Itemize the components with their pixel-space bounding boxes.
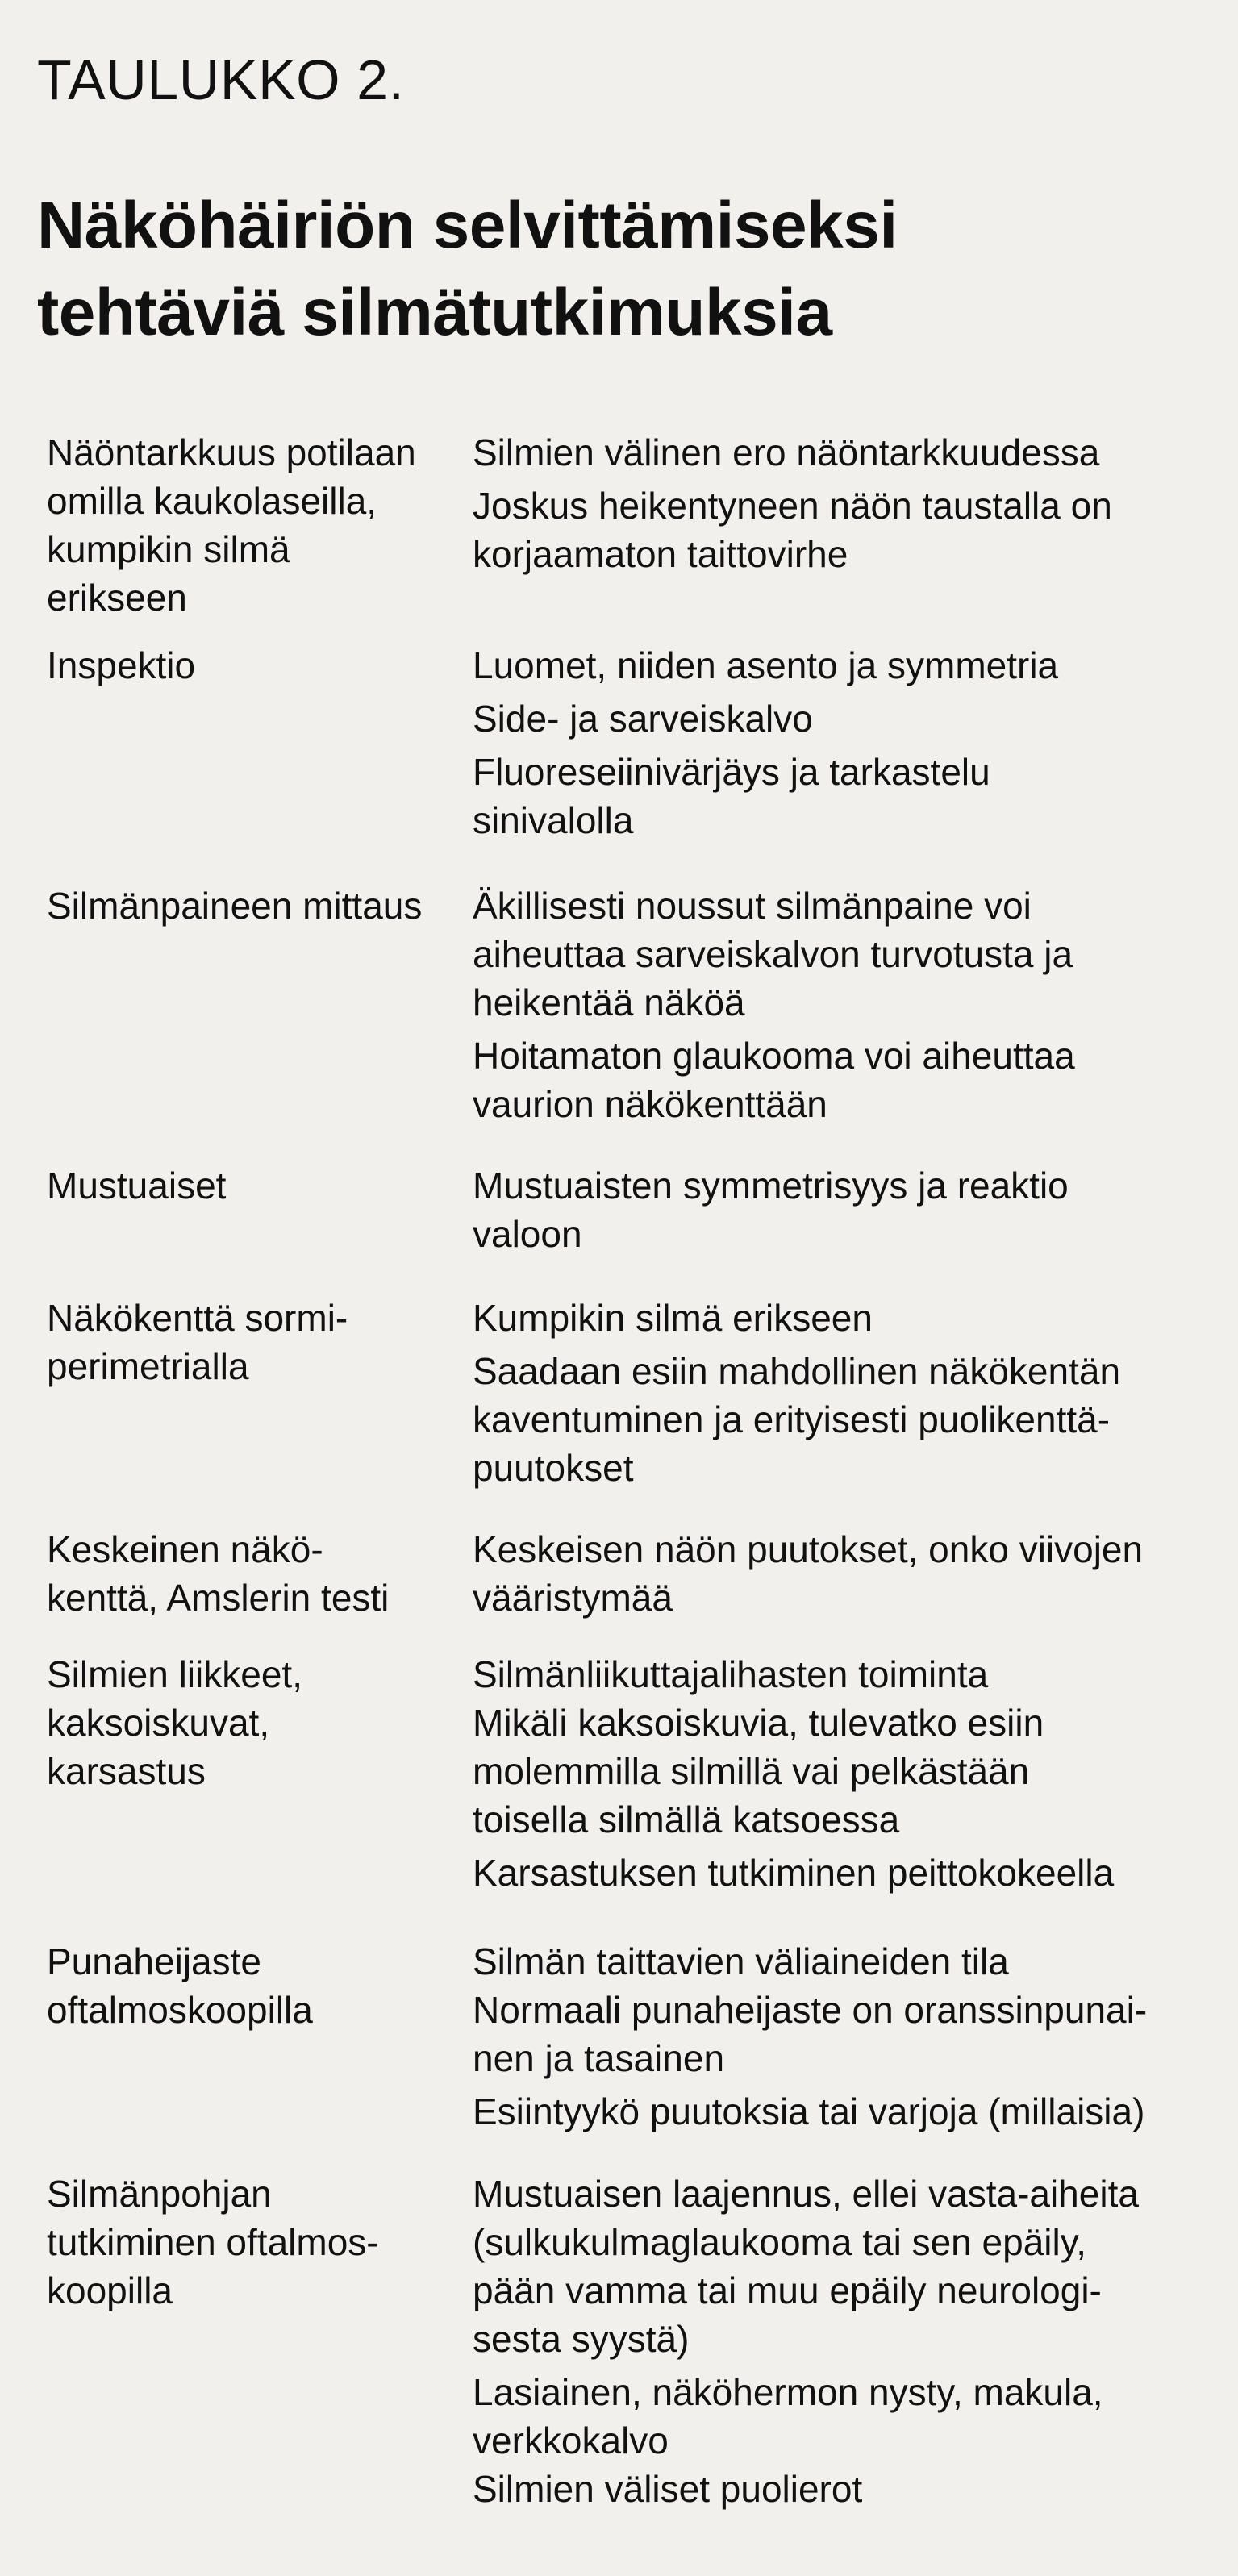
detail-line: Silmänliikuttajalihasten toiminta	[473, 1653, 989, 1695]
detail-item	[473, 2087, 1223, 2136]
examination-name-line: kaksoiskuvat,	[47, 1702, 270, 1744]
detail-item	[473, 2368, 1223, 2465]
examination-name	[47, 2170, 466, 2315]
detail-line: sinivalolla	[473, 799, 634, 841]
examination-name-line: kumpikin silmä	[47, 528, 290, 570]
detail-line: Lasiainen, näköhermon nysty, makula,	[473, 2371, 1103, 2413]
detail-line: Äkillisesti noussut silmänpaine voi	[473, 885, 1032, 927]
detail-line: Luomet, niiden asento ja symmetria	[473, 644, 1059, 686]
examination-details	[473, 1650, 1223, 1897]
examination-name	[47, 428, 466, 622]
detail-line: Karsastuksen tutkiminen peittokokeella	[473, 1852, 1115, 1894]
detail-line: Mustuaisten symmetrisyys ja reaktio	[473, 1165, 1069, 1207]
detail-item	[473, 2465, 1223, 2513]
table-row	[47, 1650, 1208, 1937]
detail-item	[473, 428, 1223, 477]
table-row	[47, 1161, 1208, 1294]
examination-name	[47, 1650, 466, 1795]
detail-item	[473, 694, 1223, 743]
examination-name-line: Keskeinen näkö-	[47, 1528, 323, 1570]
examination-details	[473, 2170, 1223, 2513]
detail-line: Joskus heikentyneen näön taustalla on	[473, 485, 1112, 527]
detail-item	[473, 1986, 1223, 2082]
detail-line: toisella silmällä katsoessa	[473, 1799, 900, 1840]
examination-details	[473, 428, 1223, 578]
table-row	[47, 428, 1208, 641]
detail-line: kaventuminen ja erityisesti puolikenttä-	[473, 1398, 1111, 1440]
table-row	[47, 882, 1208, 1161]
detail-item	[473, 1650, 1223, 1699]
table-row	[47, 1937, 1208, 2170]
detail-line: aiheuttaa sarveiskalvon turvotusta ja	[473, 933, 1073, 975]
examination-name-line: karsastus	[47, 1750, 206, 1792]
examination-name-line: Silmien liikkeet,	[47, 1653, 302, 1695]
examination-name-line: Inspektio	[47, 644, 196, 686]
detail-line: heikentää näköä	[473, 982, 745, 1023]
examination-name-line: perimetrialla	[47, 1345, 249, 1387]
detail-line: Normaali punaheijaste on oranssinpunai-	[473, 1989, 1148, 2031]
table-row	[47, 641, 1208, 882]
detail-line: verkkokalvo	[473, 2420, 669, 2461]
table-title-line: Näköhäiriön selvittämiseksi	[37, 189, 898, 262]
examination-name-line: oftalmoskoopilla	[47, 1989, 313, 2031]
detail-line: Keskeisen näön puutokset, onko viivojen	[473, 1528, 1144, 1570]
detail-line: Side- ja sarveiskalvo	[473, 698, 813, 740]
detail-line: (sulkukulmaglaukooma tai sen epäily,	[473, 2221, 1087, 2263]
examination-name-line: erikseen	[47, 577, 187, 619]
examination-details	[473, 1937, 1223, 2136]
detail-item	[473, 1032, 1223, 1128]
detail-line: vaurion näkökenttään	[473, 1083, 827, 1125]
examination-details	[473, 1525, 1223, 1622]
detail-line: Mikäli kaksoiskuvia, tulevatko esiin	[473, 1702, 1044, 1744]
detail-line: Hoitamaton glaukooma voi aiheuttaa	[473, 1035, 1075, 1077]
examination-name	[47, 882, 466, 930]
detail-item	[473, 882, 1223, 1027]
detail-line: molemmilla silmillä vai pelkästään	[473, 1750, 1030, 1792]
detail-item	[473, 1347, 1223, 1492]
examination-name-line: Punaheijaste	[47, 1940, 261, 1982]
detail-line: vääristymää	[473, 1577, 673, 1619]
detail-line: Kumpikin silmä erikseen	[473, 1297, 873, 1339]
examination-details	[473, 882, 1223, 1128]
detail-line: Esiintyykö puutoksia tai varjoja (millaisia)	[473, 2090, 1145, 2132]
detail-item	[473, 1937, 1223, 1986]
examination-name-line: koopilla	[47, 2270, 173, 2311]
detail-item	[473, 748, 1223, 844]
detail-item	[473, 481, 1223, 578]
table-title-line: tehtäviä silmätutkimuksia	[37, 276, 832, 349]
detail-line: puutokset	[473, 1447, 634, 1489]
detail-item	[473, 1699, 1223, 1844]
detail-line: Silmien välinen ero näöntarkkuudessa	[473, 431, 1100, 473]
examinations-table	[47, 428, 1208, 2516]
detail-item	[473, 641, 1223, 690]
examination-name	[47, 1161, 466, 1210]
table-row	[47, 1525, 1208, 1650]
examination-name-line: Näkökenttä sormi-	[47, 1297, 348, 1339]
examination-name-line: Silmänpaineen mittaus	[47, 885, 423, 927]
table-number-label: TAULUKKO 2.	[37, 48, 405, 111]
detail-line: valoon	[473, 1213, 582, 1255]
examination-details	[473, 1161, 1223, 1258]
examination-name-line: tutkiminen oftalmos-	[47, 2221, 379, 2263]
detail-line: Fluoreseiinivärjäys ja tarkastelu	[473, 751, 990, 793]
examination-name-line: Näöntarkkuus potilaan	[47, 431, 416, 473]
examination-name	[47, 1525, 466, 1622]
examination-name-line: kenttä, Amslerin testi	[47, 1577, 390, 1619]
detail-line: sesta syystä)	[473, 2318, 690, 2360]
examination-name-line: omilla kaukolaseilla,	[47, 480, 377, 522]
detail-item	[473, 1525, 1223, 1622]
detail-item	[473, 2170, 1223, 2363]
detail-line: korjaamaton taittovirhe	[473, 533, 848, 575]
examination-details	[473, 641, 1223, 844]
detail-line: Saadaan esiin mahdollinen näkökentän	[473, 1350, 1121, 1392]
detail-line: Silmän taittavien väliaineiden tila	[473, 1940, 1009, 1982]
detail-line: Mustuaisen laajennus, ellei vasta-aiheita	[473, 2173, 1139, 2215]
detail-item	[473, 1294, 1223, 1342]
detail-line: Silmien väliset puolierot	[473, 2468, 863, 2510]
table-row	[47, 1294, 1208, 1525]
detail-line: nen ja tasainen	[473, 2037, 725, 2079]
examination-name	[47, 641, 466, 690]
detail-line: pään vamma tai muu epäily neurologi-	[473, 2270, 1102, 2311]
detail-item	[473, 1161, 1223, 1258]
table-row	[47, 2170, 1208, 2516]
examination-name-line: Silmänpohjan	[47, 2173, 272, 2215]
examination-name-line: Mustuaiset	[47, 1165, 227, 1207]
examination-name	[47, 1294, 466, 1390]
examination-name	[47, 1937, 466, 2034]
table-title	[37, 182, 1166, 356]
examination-details	[473, 1294, 1223, 1492]
detail-item	[473, 1849, 1223, 1897]
